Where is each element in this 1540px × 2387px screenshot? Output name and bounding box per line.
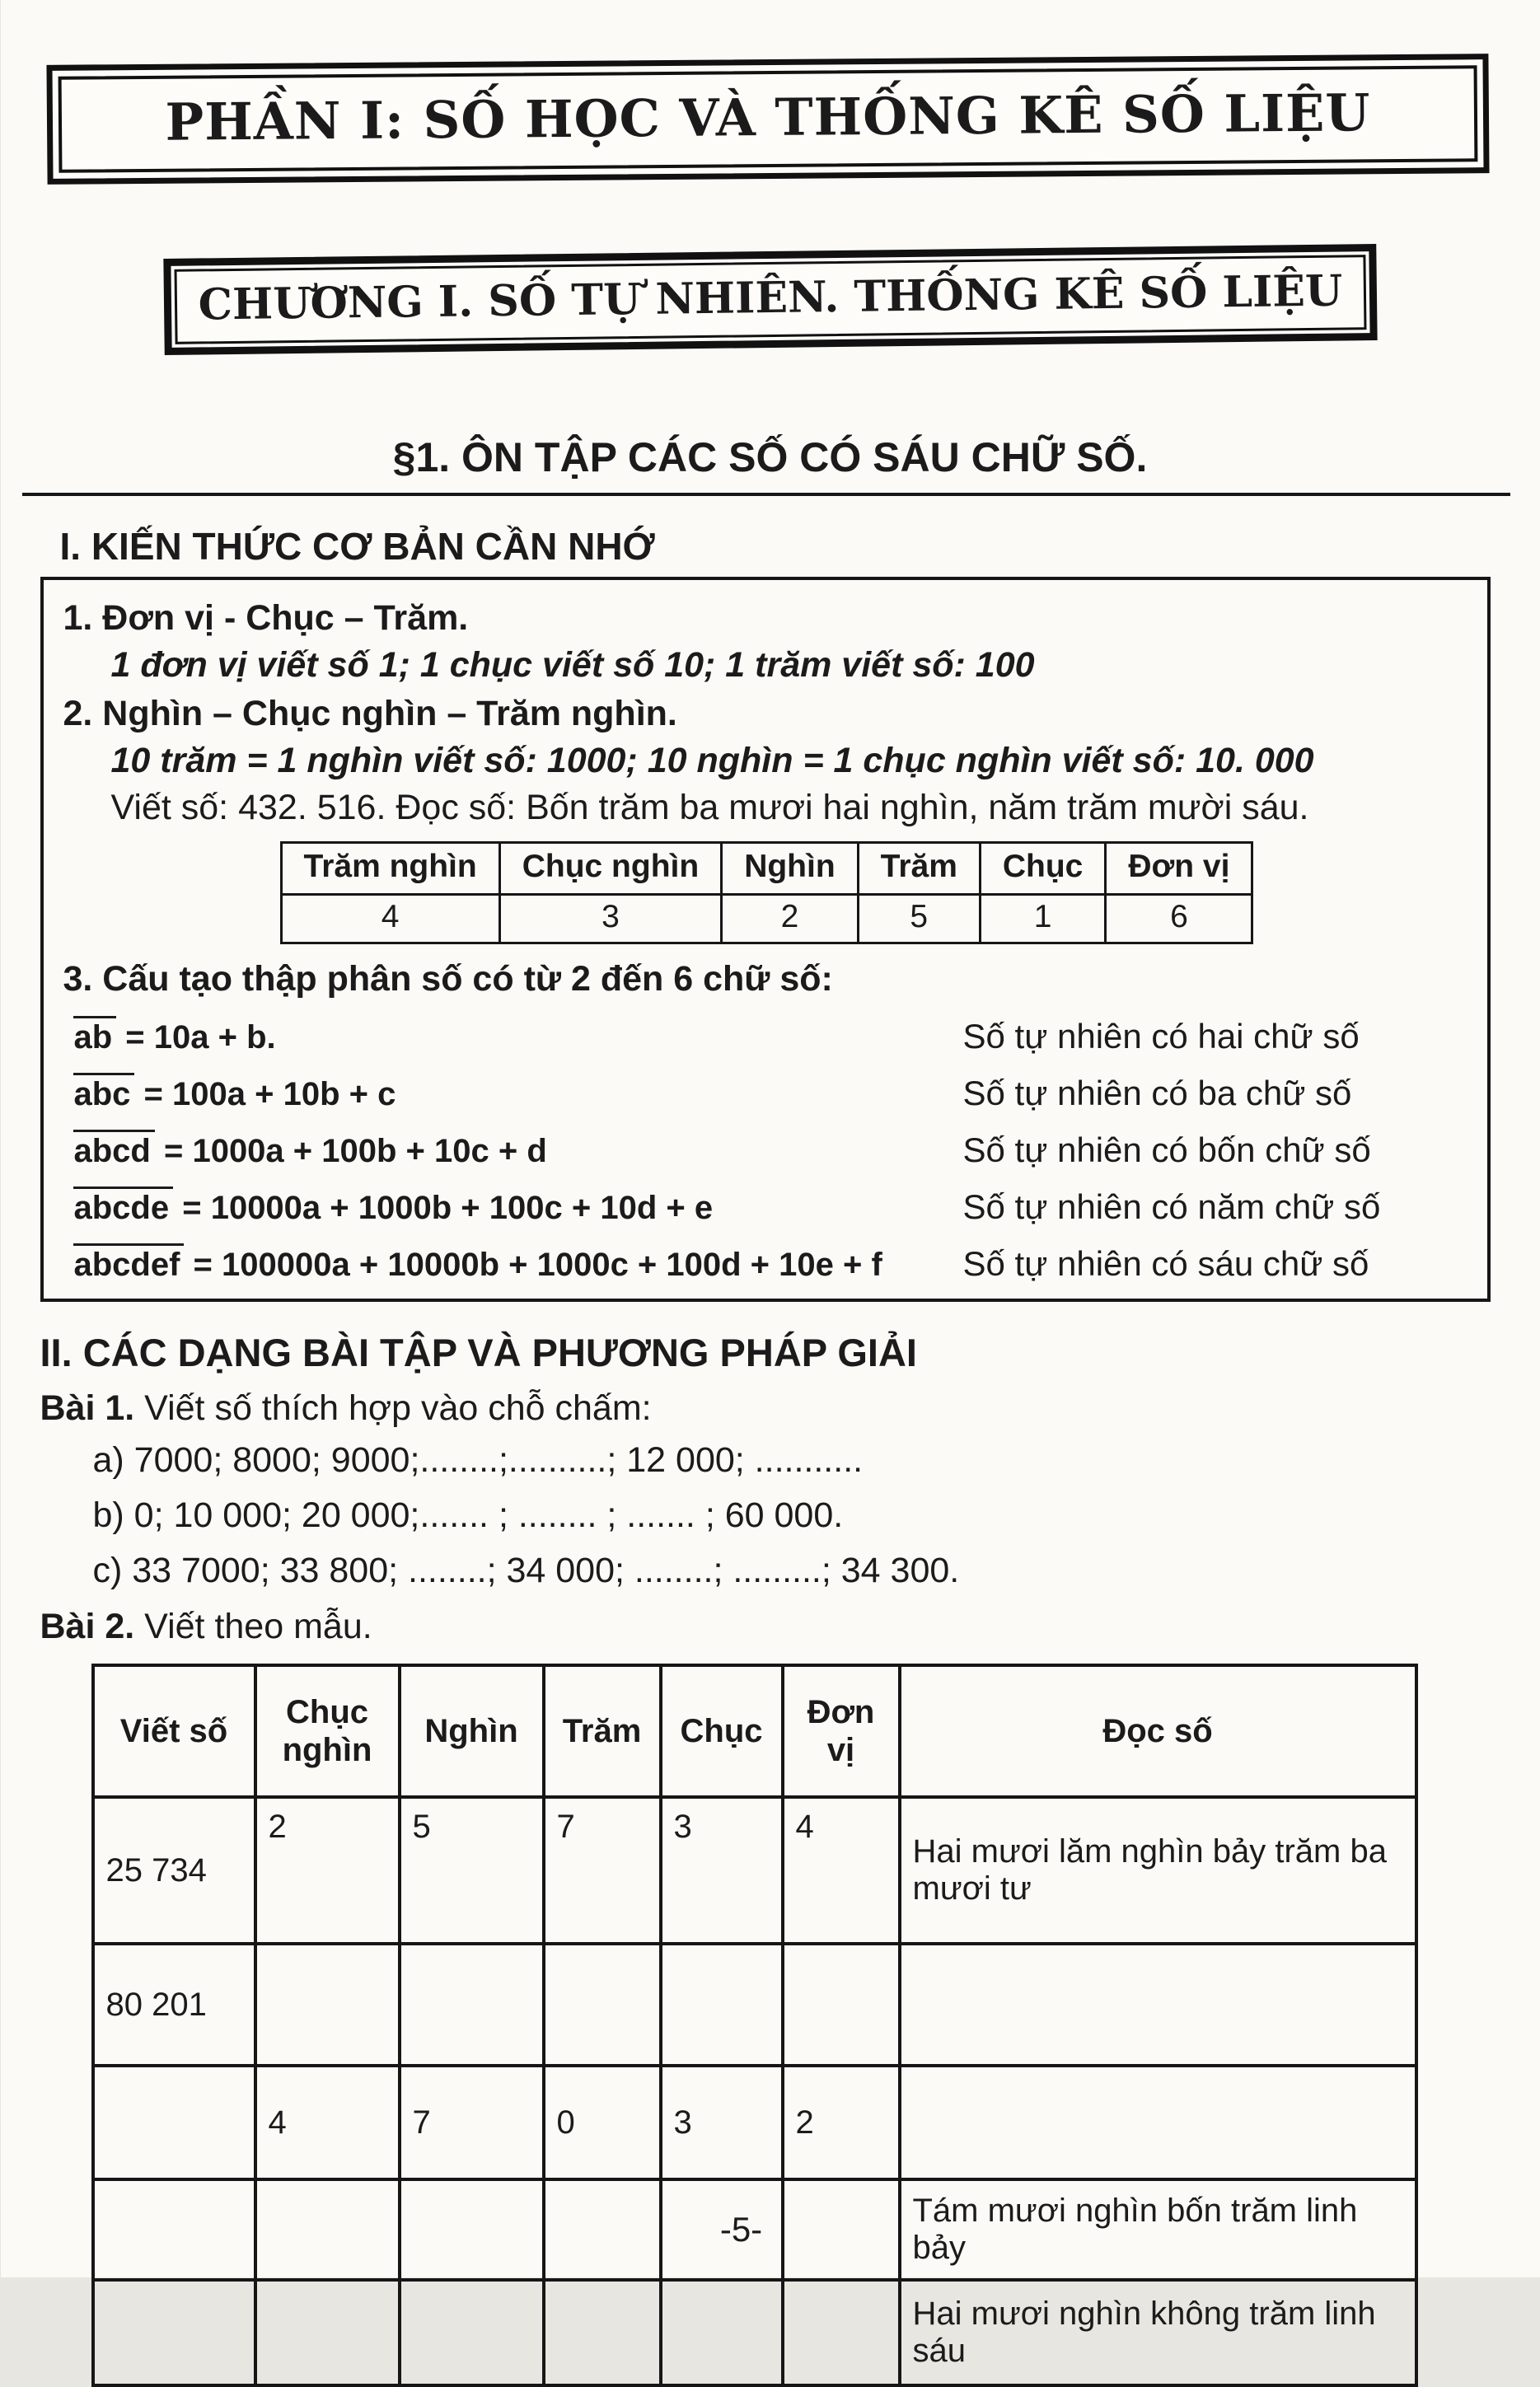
theory-section-heading: I. KIẾN THỨC CƠ BẢN CẦN NHỚ — [40, 521, 1491, 580]
formula-expansion: = 100000a + 10000b + 1000c + 100d + 10e + f — [184, 1247, 882, 1283]
ex2-row-3 — [93, 2066, 1416, 2179]
ex2-header-row — [93, 1665, 1416, 1797]
divider-rule — [22, 493, 1510, 496]
ex2-cell: 80 201 — [93, 1944, 255, 2066]
ex2-header-chuc: Chục — [661, 1665, 783, 1797]
formula-row — [73, 1186, 1471, 1227]
ex2-cell — [93, 2066, 255, 2179]
overlined-digits: ab — [73, 1016, 117, 1055]
ex2-cell: Hai mươi nghìn không trăm linh sáu — [900, 2280, 1416, 2385]
overlined-digits: abcd — [73, 1130, 155, 1168]
ex2-cell — [661, 2280, 783, 2385]
formula-5digit — [73, 1186, 963, 1227]
ex2-header-don-vi: Đơn vị — [783, 1665, 900, 1797]
overlined-digits: abcdef — [73, 1243, 185, 1282]
place-digit: 1 — [980, 895, 1106, 943]
exercise1-item-a: a) 7000; 8000; 9000;........;..........; 12 000; ........... — [92, 1440, 864, 1480]
theory-item1-title: 1. Đơn vị - Chục – Trăm. — [63, 598, 469, 638]
place-header-chuc-nghin: Chục nghìn — [499, 843, 721, 895]
exercise1-item-b: b) 0; 10 000; 20 000;....... ; ........ ; ....... ; 60 000. — [92, 1495, 844, 1535]
exercise2-label: Bài 2. — [40, 1607, 135, 1647]
formula-6digit — [73, 1243, 963, 1284]
ex2-row-5 — [93, 2280, 1416, 2385]
part-title-banner-inner — [58, 65, 1477, 173]
exercise1-title-line — [40, 1388, 1540, 1429]
formula-2digit — [73, 1016, 963, 1056]
place-value-digits-row — [281, 895, 1252, 943]
ex2-cell — [783, 1944, 900, 2066]
exercise2-table — [91, 1664, 1418, 2387]
overlined-digits: abc — [73, 1073, 135, 1112]
formula-row — [73, 1243, 1471, 1284]
theory-item2-title: 2. Nghìn – Chục nghìn – Trăm nghìn. — [63, 694, 677, 733]
place-digit: 5 — [858, 895, 980, 943]
formula-note: Số tự nhiên có hai chữ số — [962, 1017, 1360, 1055]
formula-note: Số tự nhiên có năm chữ số — [962, 1187, 1381, 1226]
ex2-cell: 4 — [783, 1797, 900, 1944]
ex2-cell — [900, 2066, 1416, 2179]
ex2-header-viet-so: Viết số — [93, 1665, 255, 1797]
exercise1-item-c: c) 33 7000; 33 800; ........; 34 000; ........; .........; 34 300. — [92, 1550, 960, 1590]
formula-4digit — [73, 1130, 963, 1170]
ex2-cell — [544, 2280, 661, 2385]
ex2-cell — [544, 1944, 661, 2066]
place-header-tram-nghin: Trăm nghìn — [281, 843, 499, 895]
place-header-tram: Trăm — [858, 843, 980, 895]
ex2-cell: 5 — [400, 1797, 544, 1944]
formula-expansion: = 10a + b. — [116, 1019, 276, 1055]
place-header-don-vi: Đơn vị — [1106, 843, 1252, 895]
formula-expansion: = 10000a + 1000b + 100c + 10d + e — [173, 1190, 714, 1226]
ex2-cell: 3 — [661, 2066, 783, 2179]
part-title: PHẦN I: SỐ HỌC VÀ THỐNG KÊ SỐ LIỆU — [164, 82, 1371, 152]
ex2-cell: 0 — [544, 2066, 661, 2179]
exercise1-title: Viết số thích hợp vào chỗ chấm: — [134, 1388, 652, 1428]
formula-row — [73, 1073, 1471, 1113]
exercises-section-heading: II. CÁC DẠNG BÀI TẬP VÀ PHƯƠNG PHÁP GIẢI — [40, 1331, 917, 1374]
formula-note: Số tự nhiên có ba chữ số — [962, 1074, 1352, 1112]
ex2-cell: 2 — [783, 2066, 900, 2179]
ex2-cell — [255, 1944, 400, 2066]
ex2-cell: 25 734 — [93, 1797, 255, 1944]
ex2-header-nghin: Nghìn — [400, 1665, 544, 1797]
formula-expansion: = 1000a + 100b + 10c + d — [154, 1133, 547, 1169]
exercise2-title-line — [40, 1607, 1540, 1647]
lesson-heading: §1. ÔN TẬP CÁC SỐ CÓ SÁU CHỮ SỐ. — [392, 434, 1148, 480]
place-digit: 6 — [1106, 895, 1252, 943]
chapter-banner-wrap — [0, 242, 1540, 358]
ex2-row-1 — [93, 1797, 1416, 1944]
ex2-cell — [255, 2280, 400, 2385]
ex2-cell — [400, 1944, 544, 2066]
formula-row — [73, 1016, 1471, 1056]
place-digit: 2 — [722, 895, 858, 943]
ex2-header-doc-so: Đọc số — [900, 1665, 1416, 1797]
ex2-cell: 7 — [544, 1797, 661, 1944]
ex2-header-tram: Trăm — [544, 1665, 661, 1797]
ex2-cell: 4 — [255, 2066, 400, 2179]
theory-box — [40, 580, 1491, 1302]
ex2-cell — [400, 2280, 544, 2385]
ex2-row-2 — [93, 1944, 1416, 2066]
formula-expansion: = 100a + 10b + c — [134, 1076, 396, 1112]
ex2-cell: Tám mươi nghìn bốn trăm linh bảy — [900, 2179, 1416, 2280]
exercise2-title: Viết theo mẫu. — [134, 1607, 372, 1647]
part-title-banner — [46, 54, 1489, 185]
ex2-cell: Hai mươi lăm nghìn bảy trăm ba mươi tư — [900, 1797, 1416, 1944]
theory-item2-text1: 10 trăm = 1 nghìn viết số: 1000; 10 nghìn = 1 chục nghìn viết số: 10. 000 — [110, 741, 1314, 780]
theory-item2-text2: Viết số: 432. 516. Đọc số: Bốn trăm ba mươi hai nghìn, năm trăm mười sáu. — [110, 788, 1309, 827]
place-value-table — [280, 841, 1254, 944]
overlined-digits: abcde — [73, 1186, 174, 1225]
chapter-title: CHƯƠNG I. SỐ TỰ NHIÊN. THỐNG KÊ SỐ LIỆU — [197, 265, 1343, 330]
place-value-header-row — [281, 843, 1252, 895]
place-header-chuc: Chục — [980, 843, 1106, 895]
chapter-title-banner-inner — [174, 255, 1367, 344]
formula-note: Số tự nhiên có bốn chữ số — [962, 1130, 1371, 1169]
page-number: -5- — [719, 2210, 763, 2249]
ex2-cell — [661, 1944, 783, 2066]
ex2-cell — [900, 1944, 1416, 2066]
theory-item1-text: 1 đơn vị viết số 1; 1 chục viết số 10; 1 trăm viết số: 100 — [110, 645, 1035, 685]
chapter-title-banner — [162, 244, 1377, 355]
ex2-cell: 7 — [400, 2066, 544, 2179]
theory-item3-title: 3. Cấu tạo thập phân số có từ 2 đến 6 chữ số: — [63, 959, 833, 999]
exercise1-label: Bài 1. — [40, 1388, 135, 1428]
ex2-cell: 3 — [661, 1797, 783, 1944]
ex2-cell: 2 — [255, 1797, 400, 1944]
ex2-header-chuc-nghin: Chục nghìn — [255, 1665, 400, 1797]
formula-row — [73, 1130, 1471, 1170]
ex2-cell — [93, 2280, 255, 2385]
scanned-textbook-page — [1, 0, 1540, 2370]
place-digit: 3 — [499, 895, 721, 943]
place-header-nghin: Nghìn — [722, 843, 858, 895]
formula-note: Số tự nhiên có sáu chữ số — [962, 1244, 1369, 1283]
ex2-cell — [783, 2280, 900, 2385]
formula-3digit — [73, 1073, 963, 1113]
place-digit: 4 — [281, 895, 499, 943]
